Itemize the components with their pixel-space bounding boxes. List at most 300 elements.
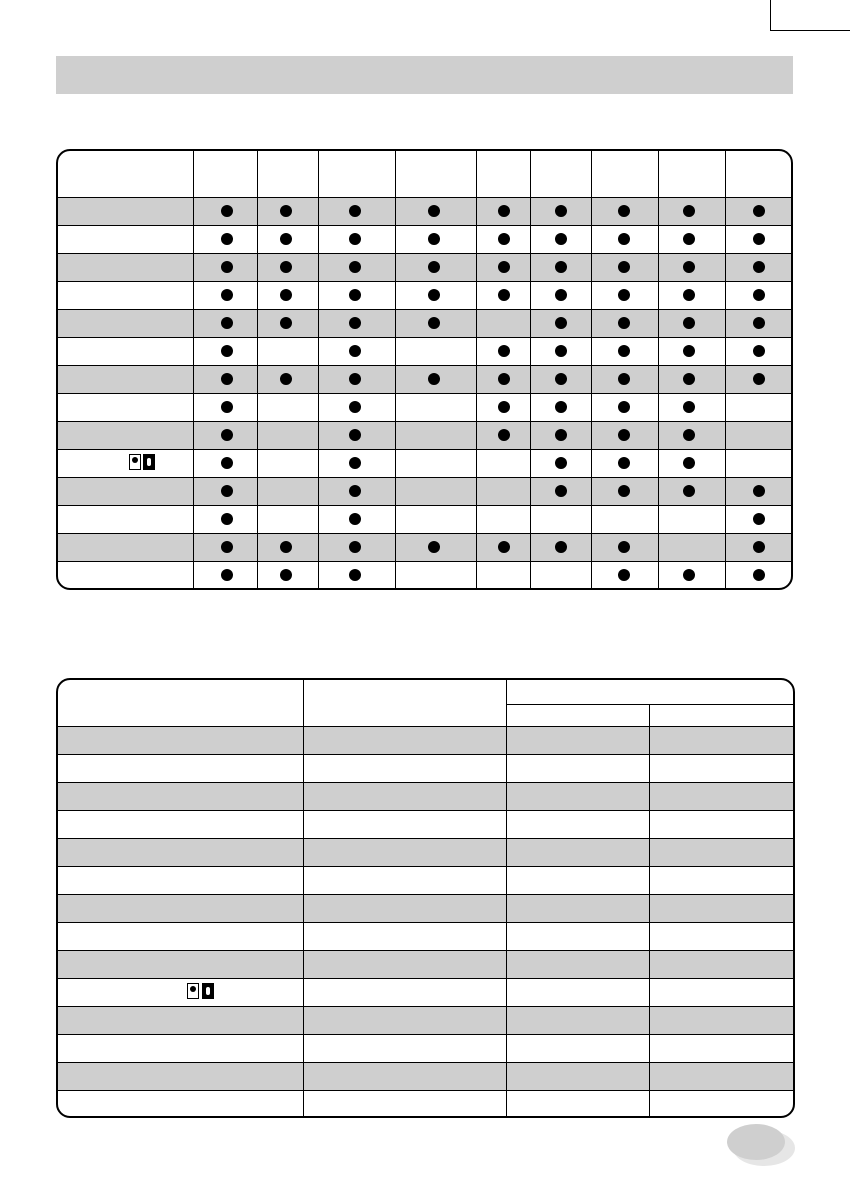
table-row xyxy=(58,365,791,393)
column-divider xyxy=(476,478,477,505)
column-divider xyxy=(530,478,531,505)
column-divider xyxy=(591,338,592,365)
option-available-dot xyxy=(498,373,510,385)
column-divider xyxy=(725,254,726,281)
option-available-dot xyxy=(555,261,567,273)
column-divider xyxy=(658,506,659,533)
option-available-dot xyxy=(428,289,440,301)
column-divider xyxy=(303,979,304,1006)
column-divider xyxy=(257,310,258,337)
option-available-dot xyxy=(683,317,695,329)
option-available-dot xyxy=(349,569,361,581)
column-divider xyxy=(725,226,726,253)
column-divider xyxy=(476,254,477,281)
column-divider xyxy=(193,282,194,309)
option-available-dot xyxy=(555,457,567,469)
column-divider xyxy=(591,366,592,393)
option-available-dot xyxy=(498,345,510,357)
column-divider xyxy=(649,1091,650,1118)
column-divider xyxy=(476,338,477,365)
column-divider xyxy=(193,198,194,225)
column-divider xyxy=(318,506,319,533)
option-available-dot xyxy=(618,569,630,581)
program-options-table xyxy=(56,149,793,590)
column-divider xyxy=(318,422,319,449)
column-divider xyxy=(303,895,304,922)
option-available-dot xyxy=(753,485,765,497)
column-divider xyxy=(303,867,304,894)
option-available-dot xyxy=(498,541,510,553)
eco-label-icon xyxy=(143,454,155,470)
option-available-dot xyxy=(280,373,292,385)
option-available-dot xyxy=(555,373,567,385)
table-row xyxy=(58,726,793,754)
column-divider xyxy=(506,811,507,838)
column-divider xyxy=(591,198,592,225)
option-available-dot xyxy=(349,429,361,441)
column-divider xyxy=(591,478,592,505)
option-available-dot xyxy=(498,429,510,441)
option-available-dot xyxy=(555,345,567,357)
column-divider xyxy=(476,151,477,197)
column-divider xyxy=(303,727,304,754)
column-divider xyxy=(257,338,258,365)
column-divider xyxy=(506,839,507,866)
option-available-dot xyxy=(221,429,233,441)
column-divider xyxy=(303,755,304,782)
column-divider xyxy=(506,727,507,754)
column-divider xyxy=(658,198,659,225)
column-divider xyxy=(649,755,650,782)
column-divider xyxy=(530,310,531,337)
column-divider xyxy=(530,151,531,197)
column-divider xyxy=(257,198,258,225)
program-options-header-row xyxy=(58,151,791,197)
column-divider xyxy=(530,226,531,253)
table-row xyxy=(58,533,791,561)
table-row xyxy=(58,197,791,225)
column-divider xyxy=(591,226,592,253)
column-divider xyxy=(193,338,194,365)
column-divider xyxy=(658,450,659,477)
column-divider xyxy=(395,226,396,253)
column-divider xyxy=(649,704,650,726)
option-available-dot xyxy=(618,345,630,357)
column-divider xyxy=(725,450,726,477)
column-divider xyxy=(591,310,592,337)
column-divider xyxy=(476,422,477,449)
column-divider xyxy=(257,562,258,589)
column-divider xyxy=(658,534,659,561)
column-divider xyxy=(476,394,477,421)
column-divider xyxy=(658,254,659,281)
option-available-dot xyxy=(349,513,361,525)
option-available-dot xyxy=(221,513,233,525)
column-divider xyxy=(318,282,319,309)
option-available-dot xyxy=(221,289,233,301)
column-divider xyxy=(649,1063,650,1090)
option-available-dot xyxy=(555,429,567,441)
column-divider xyxy=(257,450,258,477)
column-divider xyxy=(530,254,531,281)
column-divider xyxy=(530,506,531,533)
column-divider xyxy=(193,394,194,421)
column-divider xyxy=(506,680,507,726)
eco-leaf-icon xyxy=(129,454,141,470)
option-available-dot xyxy=(618,261,630,273)
column-divider xyxy=(395,422,396,449)
column-divider xyxy=(649,783,650,810)
option-available-dot xyxy=(221,401,233,413)
column-divider xyxy=(318,338,319,365)
column-divider xyxy=(591,562,592,589)
column-divider xyxy=(395,338,396,365)
table-row xyxy=(58,449,791,477)
column-divider xyxy=(725,366,726,393)
column-divider xyxy=(649,839,650,866)
table-row xyxy=(58,337,791,365)
option-available-dot xyxy=(349,289,361,301)
column-divider xyxy=(658,366,659,393)
table-row xyxy=(58,754,793,782)
option-available-dot xyxy=(753,289,765,301)
column-divider xyxy=(395,198,396,225)
column-divider xyxy=(530,422,531,449)
column-divider xyxy=(725,422,726,449)
table-row xyxy=(58,561,791,589)
column-divider xyxy=(303,680,304,726)
column-divider xyxy=(530,338,531,365)
column-divider xyxy=(591,534,592,561)
column-divider xyxy=(725,562,726,589)
column-divider xyxy=(193,226,194,253)
column-divider xyxy=(395,394,396,421)
column-divider xyxy=(476,366,477,393)
column-divider xyxy=(193,422,194,449)
column-divider xyxy=(318,151,319,197)
option-available-dot xyxy=(618,317,630,329)
column-divider xyxy=(591,254,592,281)
column-divider xyxy=(530,282,531,309)
option-available-dot xyxy=(618,401,630,413)
table-row xyxy=(58,810,793,838)
column-divider xyxy=(395,562,396,589)
column-divider xyxy=(257,282,258,309)
column-divider xyxy=(257,366,258,393)
column-divider xyxy=(649,1035,650,1062)
option-available-dot xyxy=(428,541,440,553)
column-divider xyxy=(506,979,507,1006)
column-divider xyxy=(257,534,258,561)
column-divider xyxy=(649,951,650,978)
column-divider xyxy=(506,1091,507,1118)
column-divider xyxy=(303,1007,304,1034)
column-divider xyxy=(725,198,726,225)
column-divider xyxy=(303,839,304,866)
column-divider xyxy=(725,478,726,505)
option-available-dot xyxy=(683,429,695,441)
option-available-dot xyxy=(683,485,695,497)
section-header-band xyxy=(56,56,793,94)
option-available-dot xyxy=(555,541,567,553)
column-divider xyxy=(395,450,396,477)
column-divider xyxy=(395,506,396,533)
option-available-dot xyxy=(349,345,361,357)
column-divider xyxy=(257,422,258,449)
option-available-dot xyxy=(349,233,361,245)
column-divider xyxy=(193,151,194,197)
column-divider xyxy=(591,394,592,421)
table-row xyxy=(58,950,793,978)
option-available-dot xyxy=(555,205,567,217)
option-available-dot xyxy=(753,233,765,245)
column-divider xyxy=(725,534,726,561)
option-available-dot xyxy=(683,233,695,245)
column-divider xyxy=(303,1063,304,1090)
table-row xyxy=(58,253,791,281)
column-divider xyxy=(506,923,507,950)
column-divider xyxy=(395,534,396,561)
column-divider xyxy=(725,506,726,533)
option-available-dot xyxy=(221,569,233,581)
option-available-dot xyxy=(221,345,233,357)
option-available-dot xyxy=(618,233,630,245)
table-row xyxy=(58,838,793,866)
option-available-dot xyxy=(555,289,567,301)
column-divider xyxy=(725,338,726,365)
column-divider xyxy=(193,562,194,589)
option-available-dot xyxy=(498,261,510,273)
column-divider xyxy=(318,226,319,253)
column-divider xyxy=(649,727,650,754)
column-divider xyxy=(395,478,396,505)
program-capacity-table xyxy=(56,678,795,1118)
column-divider xyxy=(658,562,659,589)
column-divider xyxy=(257,226,258,253)
option-available-dot xyxy=(349,317,361,329)
option-available-dot xyxy=(683,289,695,301)
column-divider xyxy=(476,534,477,561)
option-available-dot xyxy=(349,485,361,497)
column-divider xyxy=(476,226,477,253)
column-divider xyxy=(193,366,194,393)
column-divider xyxy=(591,506,592,533)
option-available-dot xyxy=(618,429,630,441)
table-row xyxy=(58,922,793,950)
column-divider xyxy=(725,282,726,309)
column-divider xyxy=(257,151,258,197)
option-available-dot xyxy=(349,373,361,385)
table-row xyxy=(58,1062,793,1090)
column-divider xyxy=(395,366,396,393)
table-row xyxy=(58,1034,793,1062)
column-divider xyxy=(591,422,592,449)
column-divider xyxy=(658,478,659,505)
option-available-dot xyxy=(683,345,695,357)
column-divider xyxy=(506,1035,507,1062)
crop-mark-vertical xyxy=(770,0,771,30)
option-available-dot xyxy=(221,485,233,497)
table-row xyxy=(58,505,791,533)
option-available-dot xyxy=(280,317,292,329)
column-divider xyxy=(257,394,258,421)
column-divider xyxy=(649,867,650,894)
column-divider xyxy=(506,895,507,922)
option-available-dot xyxy=(618,457,630,469)
option-available-dot xyxy=(498,233,510,245)
option-available-dot xyxy=(221,457,233,469)
option-available-dot xyxy=(753,261,765,273)
option-available-dot xyxy=(753,541,765,553)
column-divider xyxy=(318,450,319,477)
table-row xyxy=(58,782,793,810)
option-available-dot xyxy=(349,457,361,469)
table-row xyxy=(58,421,791,449)
option-available-dot xyxy=(221,541,233,553)
column-divider xyxy=(303,783,304,810)
table-row xyxy=(58,309,791,337)
option-available-dot xyxy=(683,261,695,273)
option-available-dot xyxy=(618,289,630,301)
table-row xyxy=(58,225,791,253)
column-divider xyxy=(530,198,531,225)
crop-mark-horizontal xyxy=(770,30,850,31)
eco-label-icon xyxy=(202,983,214,999)
column-divider xyxy=(476,282,477,309)
column-divider xyxy=(193,534,194,561)
option-available-dot xyxy=(618,485,630,497)
column-divider xyxy=(193,478,194,505)
column-divider xyxy=(506,783,507,810)
column-divider xyxy=(725,151,726,197)
option-available-dot xyxy=(280,205,292,217)
column-divider xyxy=(506,951,507,978)
column-divider xyxy=(658,226,659,253)
option-available-dot xyxy=(280,289,292,301)
option-available-dot xyxy=(498,401,510,413)
column-divider xyxy=(476,506,477,533)
option-available-dot xyxy=(221,205,233,217)
column-divider xyxy=(395,310,396,337)
table-row xyxy=(58,281,791,309)
column-divider xyxy=(506,867,507,894)
column-divider xyxy=(395,254,396,281)
option-available-dot xyxy=(221,373,233,385)
column-divider xyxy=(506,755,507,782)
column-divider xyxy=(303,951,304,978)
column-divider xyxy=(530,366,531,393)
option-available-dot xyxy=(683,205,695,217)
option-available-dot xyxy=(280,569,292,581)
column-divider xyxy=(476,310,477,337)
option-available-dot xyxy=(280,541,292,553)
column-divider xyxy=(649,1007,650,1034)
option-available-dot xyxy=(683,401,695,413)
table-row xyxy=(58,477,791,505)
column-divider xyxy=(530,450,531,477)
column-divider xyxy=(649,923,650,950)
option-available-dot xyxy=(280,233,292,245)
column-divider xyxy=(318,562,319,589)
column-divider xyxy=(530,534,531,561)
option-available-dot xyxy=(498,205,510,217)
option-available-dot xyxy=(555,401,567,413)
column-divider xyxy=(658,282,659,309)
column-divider xyxy=(303,1035,304,1062)
option-available-dot xyxy=(349,261,361,273)
option-available-dot xyxy=(280,261,292,273)
option-available-dot xyxy=(349,401,361,413)
column-divider xyxy=(658,151,659,197)
table-row xyxy=(58,866,793,894)
column-divider xyxy=(303,811,304,838)
eco-leaf-icon xyxy=(187,983,199,999)
column-divider xyxy=(257,254,258,281)
option-available-dot xyxy=(555,485,567,497)
column-divider xyxy=(725,310,726,337)
table-row xyxy=(58,393,791,421)
column-divider xyxy=(476,562,477,589)
column-divider xyxy=(303,1091,304,1118)
option-available-dot xyxy=(618,541,630,553)
table-row xyxy=(58,894,793,922)
column-divider xyxy=(476,450,477,477)
column-divider xyxy=(506,1007,507,1034)
option-available-dot xyxy=(683,457,695,469)
column-divider xyxy=(193,506,194,533)
column-divider xyxy=(649,895,650,922)
option-available-dot xyxy=(221,317,233,329)
column-divider xyxy=(591,151,592,197)
column-divider xyxy=(725,394,726,421)
column-divider xyxy=(318,310,319,337)
option-available-dot xyxy=(753,569,765,581)
column-divider xyxy=(530,394,531,421)
option-available-dot xyxy=(428,205,440,217)
option-available-dot xyxy=(753,205,765,217)
column-divider xyxy=(395,151,396,197)
option-available-dot xyxy=(349,541,361,553)
table-row xyxy=(58,1090,793,1118)
column-divider xyxy=(658,310,659,337)
column-divider xyxy=(318,394,319,421)
column-divider xyxy=(318,254,319,281)
option-available-dot xyxy=(618,205,630,217)
column-divider xyxy=(530,562,531,589)
option-available-dot xyxy=(498,289,510,301)
option-available-dot xyxy=(428,373,440,385)
column-divider xyxy=(193,450,194,477)
column-divider xyxy=(193,254,194,281)
column-divider xyxy=(318,366,319,393)
option-available-dot xyxy=(428,317,440,329)
option-available-dot xyxy=(221,261,233,273)
option-available-dot xyxy=(618,373,630,385)
option-available-dot xyxy=(683,569,695,581)
column-divider xyxy=(658,394,659,421)
option-available-dot xyxy=(753,513,765,525)
column-divider xyxy=(318,198,319,225)
page-number-badge xyxy=(727,1124,785,1160)
column-divider xyxy=(591,282,592,309)
option-available-dot xyxy=(428,261,440,273)
column-divider xyxy=(591,450,592,477)
option-available-dot xyxy=(349,205,361,217)
column-divider xyxy=(476,198,477,225)
option-available-dot xyxy=(753,373,765,385)
column-divider xyxy=(257,478,258,505)
program-capacity-header-row xyxy=(58,680,793,726)
